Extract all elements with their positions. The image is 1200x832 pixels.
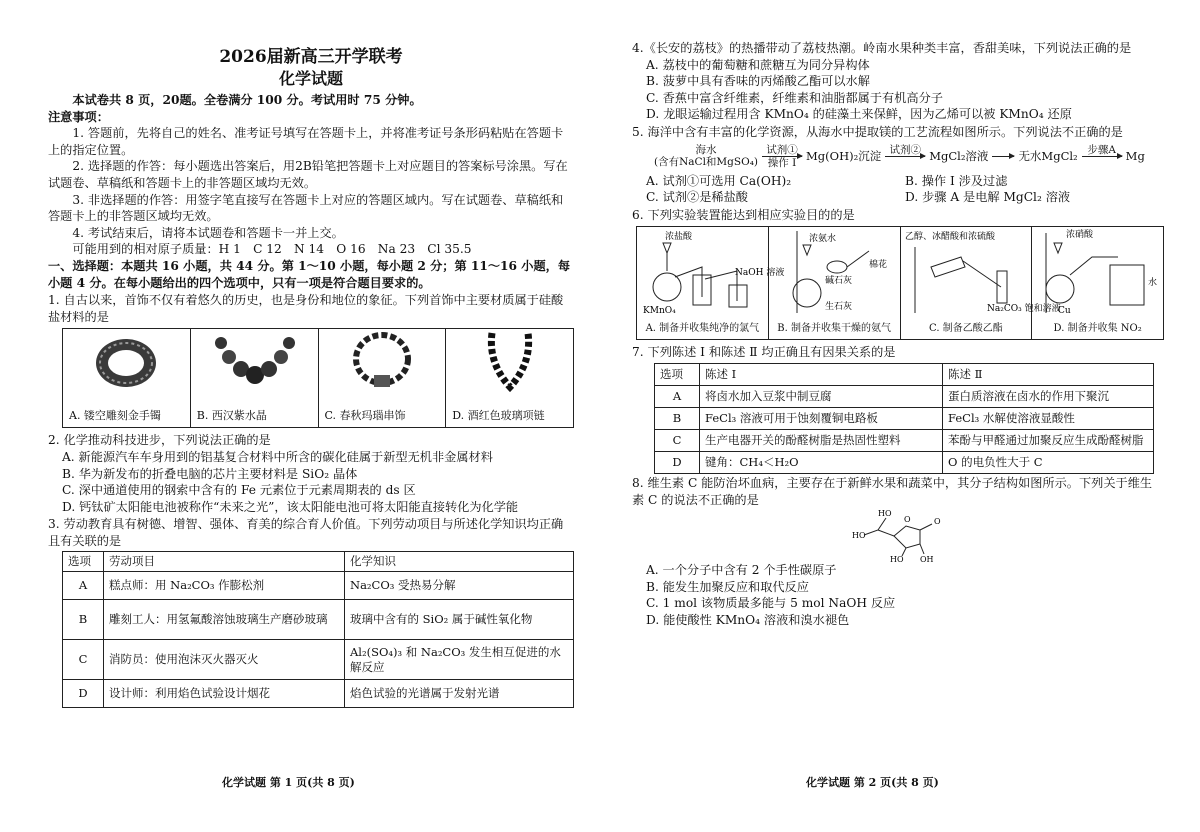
table-cell: 玻璃中含有的 SiO₂ 属于碱性氧化物 [345, 600, 574, 640]
label: Cu [1058, 306, 1071, 317]
note-3: 3. 非选择题的作答：用签字笔直接写在答题卡上对应的答题区域内。写在试题卷、草稿纸和答题卡上的非答题区域均无效。 [48, 192, 564, 224]
label: KMnO₄ [643, 306, 676, 317]
table-row [63, 600, 574, 640]
question-7-table [654, 363, 1154, 474]
table-row [655, 407, 1154, 429]
question-8-option-d: D. 能使酸性 KMnO₄ 溶液和溴水褪色 [646, 612, 850, 627]
question-5-options-row-2 [632, 189, 1164, 206]
table-cell: C [655, 429, 700, 451]
question-3-table [62, 551, 574, 708]
note-1: 1. 答题前，先将自己的姓名、准考证号填写在答题卡上，并将准考证号条形码粘贴在答题卡上的指定位置。 [48, 126, 564, 157]
chlorine-apparatus-icon [637, 227, 785, 319]
label: 生石灰 [824, 302, 852, 313]
label: HO [890, 555, 904, 565]
label: O [904, 515, 911, 525]
page-2-footer: 化学试题 第 2 页(共 8 页) [806, 776, 939, 789]
flow-step-3: 步骤A [1087, 143, 1116, 156]
apparatus-d [1032, 227, 1163, 339]
table-cell: A [655, 385, 700, 407]
question-2-option-d: D. 钙钛矿太阳能电池被称作“未来之光”，该太阳能电池可将太阳能直接转化为化学能 [62, 499, 519, 514]
table-cell: 苯酚与甲醛通过加聚反应生成酚醛树脂 [943, 429, 1154, 451]
table-cell: FeCl₃ 水解使溶液显酸性 [943, 407, 1154, 429]
option-a-caption: A. 镂空雕刻金手镯 [69, 408, 161, 422]
table-cell: A [63, 572, 104, 600]
label: HO [852, 531, 866, 541]
question-4-option-b: B. 菠萝中具有香味的丙烯酸乙酯可以水解 [646, 74, 870, 89]
left-page [48, 0, 574, 708]
vitamin-c-structure-icon [846, 508, 966, 565]
table-cell: C [63, 640, 104, 680]
note-4: 4. 考试结束后，请将本试题卷和答题卡一并上交。 [72, 225, 344, 240]
question-5-options-row-1 [632, 173, 1164, 190]
ester-apparatus-icon [901, 227, 1061, 319]
question-8-stem: 8. 维生素 C 能防治坏血病，主要存在于新鲜水果和蔬菜中，其分子结构如图所示。下列关于维生素 C 的说法不正确的是 [632, 475, 1153, 507]
table-cell: 蛋白质溶液在卤水的作用下聚沉 [943, 385, 1154, 407]
label: 棉花 [868, 260, 887, 271]
option-c-image [319, 329, 447, 427]
table-header: 陈述 Ⅰ [700, 363, 943, 385]
option-b-caption: B. 西汉紫水晶 [196, 408, 267, 422]
label: 乙醇、冰醋酸和浓硫酸 [904, 232, 995, 243]
flow-product-3: 无水MgCl₂ [1018, 149, 1078, 164]
no2-apparatus-icon [1032, 227, 1162, 319]
ammonia-apparatus-icon [769, 227, 899, 319]
label: 浓盐酸 [665, 232, 693, 243]
arrow-right-icon [762, 156, 802, 157]
option-a-image [63, 329, 191, 427]
question-5-option-c: C. 试剂②是稀盐酸 [646, 190, 748, 205]
table-cell: B [63, 600, 104, 640]
table-row [655, 451, 1154, 473]
note-2: 2. 选择题的作答：每小题选出答案后，用2B铅笔把答题卡上对应题目的答案标号涂黑。写在试题卷、草稿纸和答题卡上的非答题区域均无效。 [48, 159, 568, 190]
table-header: 化学知识 [345, 552, 574, 572]
apparatus-c [901, 227, 1061, 339]
section-heading: 一、选择题：本题共 16 小题，共 44 分。第 1～10 小题，每小题 2 分；第 11～16 小题，每小题 4 分。在每小题给出的四个选项中，只有一项是符合题目要求的。 [48, 258, 571, 290]
table-cell: 将卤水加入豆浆中制豆腐 [700, 385, 943, 407]
table-header: 选项 [63, 552, 104, 572]
label: 水 [1148, 278, 1158, 289]
flow-product-4: Mg [1125, 149, 1145, 164]
apparatus-c-caption: C. 制备乙酸乙酯 [929, 322, 1003, 334]
question-2-option-c: C. 深中通道使用的钢索中含有的 Fe 元素位于元素周期表的 ds 区 [62, 483, 416, 498]
label: 浓硝酸 [1066, 230, 1094, 241]
table-header-row [655, 363, 1154, 385]
apparatus-a [637, 227, 785, 339]
flow-arrow-1 [762, 144, 802, 169]
flow-arrow-2 [885, 144, 925, 169]
table-cell: 消防员：使用泡沫灭火器灭火 [104, 640, 345, 680]
flow-arrow-4 [1082, 144, 1122, 169]
flow-step-2: 试剂② [889, 143, 921, 156]
question-5-option-b: B. 操作 Ⅰ 涉及过滤 [905, 173, 1008, 188]
label: O [934, 517, 941, 527]
exam-subtitle: 化学试题 [278, 69, 343, 88]
option-b-image [191, 329, 319, 427]
question-8-option-b: B. 能发生加聚反应和取代反应 [646, 579, 809, 594]
table-row [63, 640, 574, 680]
question-6-stem: 6. 下列实验装置能达到相应实验目的的是 [632, 207, 855, 222]
gold-bracelet-icon [86, 329, 166, 393]
table-cell: Na₂CO₃ 受热易分解 [345, 572, 574, 600]
label: Na₂CO₃ 饱和溶液 [986, 304, 1061, 315]
arrow-right-icon [992, 156, 1014, 157]
table-header: 选项 [655, 363, 700, 385]
page-1-footer: 化学试题 第 1 页(共 8 页) [222, 776, 355, 789]
label: OH [920, 555, 934, 565]
apparatus-a-caption: A. 制备并收集纯净的氯气 [645, 322, 760, 334]
table-cell: 雕刻工人：用氢氟酸溶蚀玻璃生产磨砂玻璃 [104, 600, 345, 640]
question-7-stem: 7. 下列陈述 Ⅰ 和陈述 Ⅱ 均正确且有因果关系的是 [632, 345, 896, 360]
question-2-option-b: B. 华为新发布的折叠电脑的芯片主要材料是 SiO₂ 晶体 [62, 466, 358, 481]
flow-product-1: Mg(OH)₂沉淀 [806, 149, 882, 164]
flow-step-1-op: 操作 Ⅰ [767, 156, 797, 169]
table-cell: 设计师：利用焰色试验设计烟花 [104, 680, 345, 708]
magnesium-flow-diagram [654, 144, 1164, 169]
table-cell: D [63, 680, 104, 708]
option-d-image [446, 329, 573, 427]
question-1-images [62, 328, 574, 428]
option-d-caption: D. 酒红色玻璃项链 [452, 408, 545, 422]
arrow-right-icon [1082, 156, 1122, 157]
glass-necklace-icon [470, 329, 550, 393]
exam-title: 2026届新高三开学联考 [219, 47, 403, 67]
flow-product-2: MgCl₂溶液 [929, 149, 989, 164]
question-2-stem: 2. 化学推动科技进步，下列说法正确的是 [48, 433, 271, 448]
table-cell: D [655, 451, 700, 473]
flow-start-note: (含有NaCl和MgSO₄) [654, 156, 759, 169]
question-8-option-a: A. 一个分子中含有 2 个手性碳原子 [646, 563, 837, 578]
question-5-stem: 5. 海洋中含有丰富的化学资源，从海水中提取镁的工艺流程如图所示。下列说法不正确的是 [632, 124, 1123, 139]
question-2-option-a: A. 新能源汽车车身用到的铝基复合材料中所含的碳化硅属于新型无机非金属材料 [62, 449, 493, 464]
table-row [655, 385, 1154, 407]
atomic-masses: 可能用到的相对原子质量：H 1 C 12 N 14 O 16 Na 23 Cl 35.5 [72, 242, 472, 257]
table-cell: B [655, 407, 700, 429]
table-cell: 焰色试验的光谱属于发射光谱 [345, 680, 574, 708]
notes-heading: 注意事项： [48, 109, 109, 124]
apparatus-b-caption: B. 制备并收集干燥的氨气 [777, 322, 891, 334]
table-row [63, 680, 574, 708]
question-8-option-c: C. 1 mol 该物质最多能与 5 mol NaOH 反应 [646, 596, 896, 611]
flow-start-label: 海水 [695, 144, 717, 157]
question-6-apparatus [636, 226, 1164, 340]
flow-arrow-3 [992, 144, 1014, 169]
flow-step-1: 试剂① [766, 143, 798, 156]
table-header-row [63, 552, 574, 572]
vitamin-c-structure [632, 508, 1164, 565]
table-cell: 生产电器开关的酚醛树脂是热固性塑料 [700, 429, 943, 451]
label: NaOH 溶液 [735, 268, 785, 279]
label: HO [878, 509, 892, 519]
apparatus-d-caption: D. 制备并收集 NO₂ [1053, 322, 1142, 334]
right-page [632, 0, 1164, 629]
option-c-caption: C. 春秋玛瑙串饰 [324, 408, 406, 422]
question-5-option-a: A. 试剂①可选用 Ca(OH)₂ [646, 173, 792, 188]
question-4-option-d: D. 龙眼运输过程用含 KMnO₄ 的硅藻土来保鲜，因为乙烯可以被 KMnO₄ 还原 [646, 107, 1072, 122]
question-4-option-c: C. 香蕉中富含纤维素，纤维素和油脂都属于有机高分子 [646, 90, 943, 105]
amethyst-beads-icon [209, 329, 299, 393]
table-row [63, 572, 574, 600]
table-cell: O 的电负性大于 C [943, 451, 1154, 473]
table-row [655, 429, 1154, 451]
label: 浓氨水 [808, 234, 836, 245]
question-5-option-d: D. 步骤 A 是电解 MgCl₂ 溶液 [905, 190, 1071, 205]
question-4-option-a: A. 荔枝中的葡萄糖和蔗糖互为同分异构体 [646, 57, 870, 72]
table-cell: Al₂(SO₄)₃ 和 Na₂CO₃ 发生相互促进的水解反应 [345, 640, 574, 680]
question-4-stem: 4.《长安的荔枝》的热播带动了荔枝热潮。岭南水果种类丰富，香甜美味，下列说法正确的是 [632, 41, 1132, 55]
table-header: 劳动项目 [104, 552, 345, 572]
flow-start [654, 144, 758, 168]
label: 碱石灰 [824, 276, 852, 287]
question-1-stem: 1. 自古以来，首饰不仅有着悠久的历史，也是身份和地位的象征。下列首饰中主要材质属于硅酸盐材料的是 [48, 293, 564, 324]
table-cell: 糕点师：用 Na₂CO₃ 作膨松剂 [104, 572, 345, 600]
agate-necklace-icon [342, 329, 422, 393]
table-cell: FeCl₃ 溶液可用于蚀刻覆铜电路板 [700, 407, 943, 429]
arrow-right-icon [885, 156, 925, 157]
apparatus-b [769, 227, 901, 339]
table-cell: 键角：CH₄＜H₂O [700, 451, 943, 473]
question-3-stem: 3. 劳动教育具有树德、增智、强体、育美的综合育人价值。下列劳动项目与所述化学知识均正确且有关联的是 [48, 517, 564, 548]
exam-info: 本试卷共 8 页，20题。全卷满分 100 分。考试用时 75 分钟。 [72, 93, 422, 107]
table-header: 陈述 Ⅱ [943, 363, 1154, 385]
